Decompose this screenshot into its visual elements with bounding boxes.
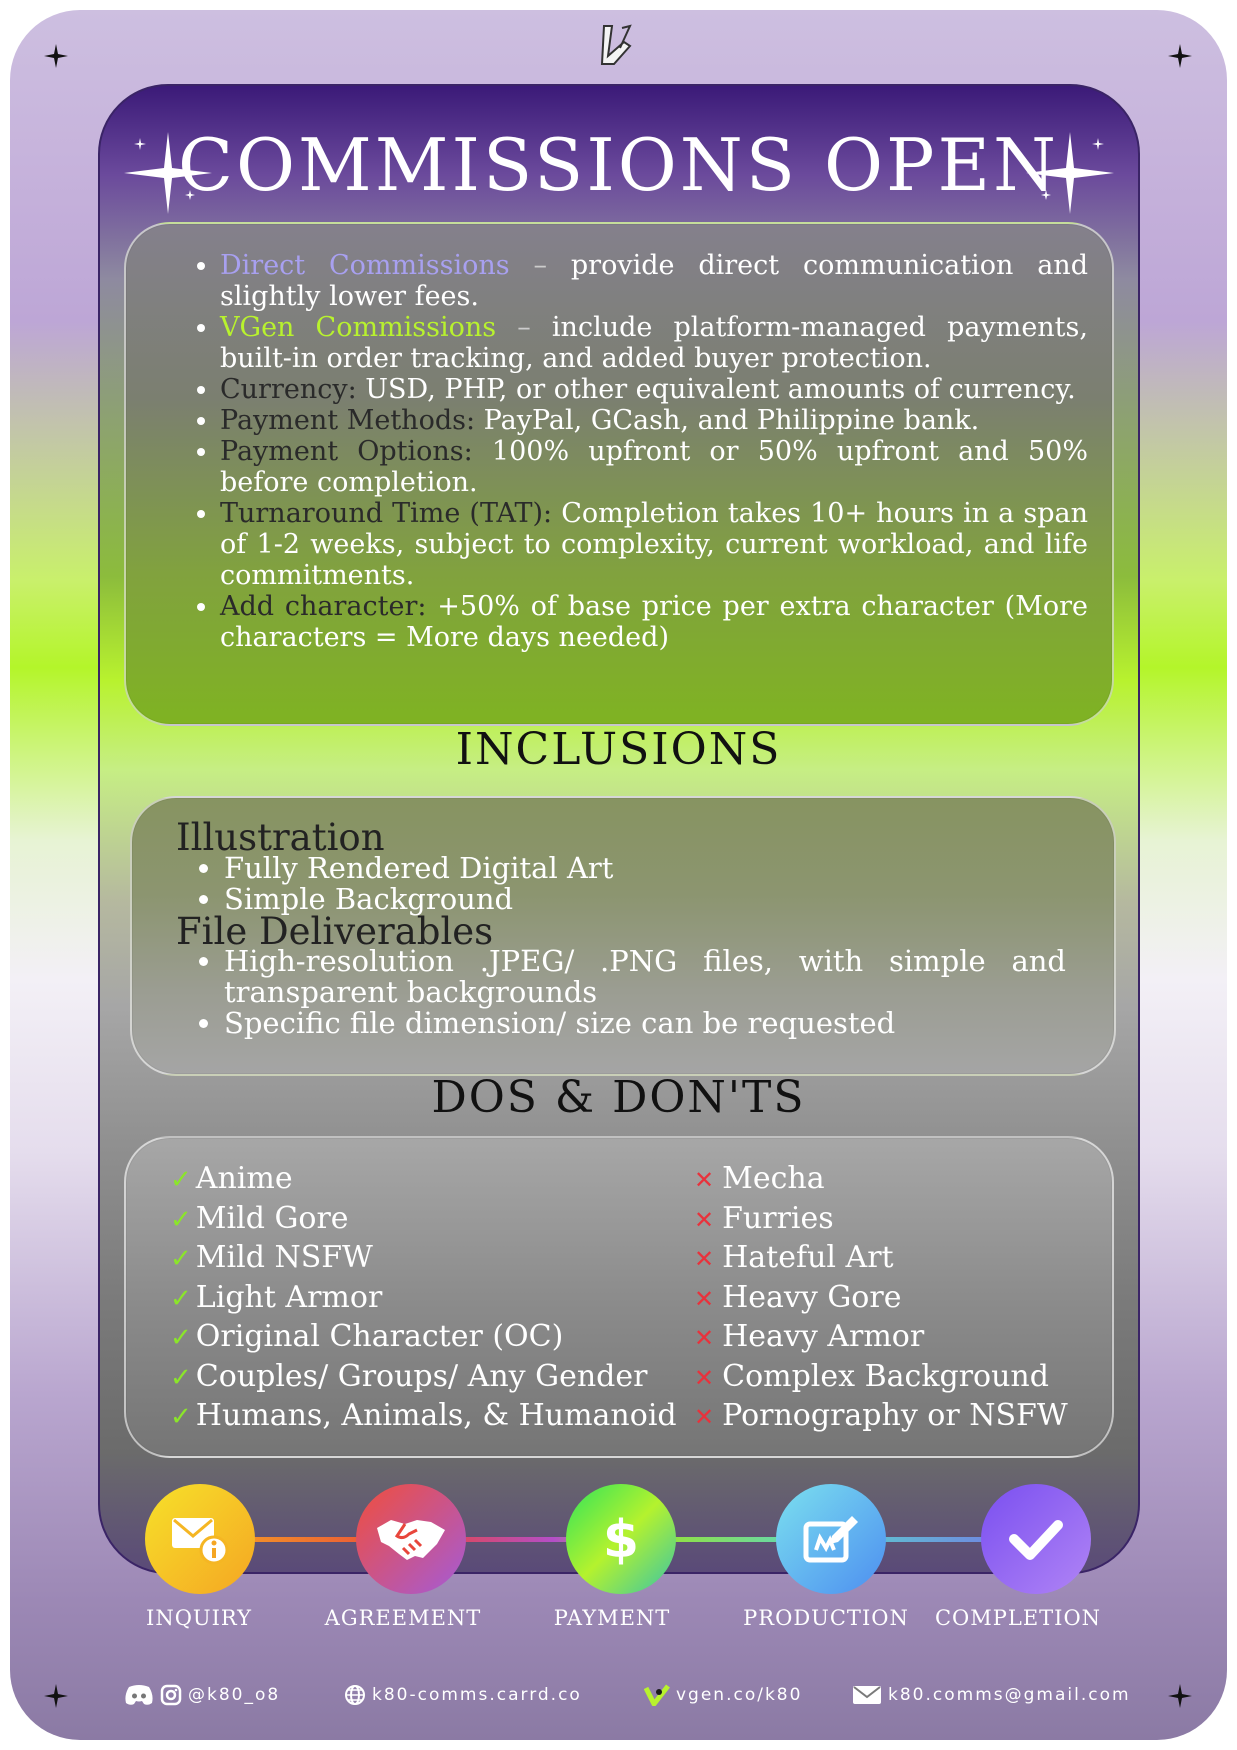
tat-label: Turnaround Time (TAT): xyxy=(220,498,553,529)
footer-vgen[interactable] xyxy=(644,1684,802,1706)
step-payment xyxy=(566,1484,676,1594)
list-item xyxy=(220,405,1088,436)
payment-options-text: 100% upfront or 50% upfront and 50% before completion. xyxy=(220,436,1088,498)
direct-label: Direct Commissions xyxy=(220,250,510,281)
list-item xyxy=(220,498,1088,591)
email-address: k80.comms@gmail.com xyxy=(888,1685,1131,1705)
step-production xyxy=(776,1484,886,1594)
svg-text:$: $ xyxy=(602,1511,640,1567)
do-item: ✓ Humans, Animals, & Humanoid xyxy=(170,1398,677,1433)
mail-info-icon xyxy=(170,1512,230,1566)
corner-star-icon xyxy=(1168,1684,1192,1708)
drawing-board-icon xyxy=(802,1512,860,1566)
vgen-label: VGen Commissions xyxy=(220,312,497,343)
page-title: COMMISSIONS OPEN xyxy=(177,123,1060,207)
list-item xyxy=(220,591,1088,653)
step-label-production: PRODUCTION xyxy=(743,1606,909,1630)
list-item: • High-resolution .JPEG/ .PNG files, with simple and transparent backgrounds xyxy=(224,946,1066,1008)
discord-icon xyxy=(124,1684,154,1706)
dont-item: ✕ Pornography or NSFW xyxy=(694,1398,1068,1433)
info-list xyxy=(196,250,1088,653)
do-item: ✓ Mild NSFW xyxy=(170,1240,373,1275)
vgen-text: include platform-managed payments, built-in order tracking, and added buyer protection. xyxy=(220,312,1088,374)
payment-methods-text: PayPal, GCash, and Philippine bank. xyxy=(483,405,980,436)
footer-social[interactable] xyxy=(124,1684,280,1706)
cross-icon: ✕ xyxy=(694,1245,715,1273)
dont-item: ✕ Complex Background xyxy=(694,1358,1049,1394)
list-item: • VGen Commissions – include platform-managed payments, built-in order tracking, and added buyer protection. xyxy=(220,312,1088,374)
corner-star-icon xyxy=(44,44,68,68)
footer-website[interactable] xyxy=(344,1684,582,1706)
globe-icon xyxy=(344,1684,366,1706)
step-completion xyxy=(981,1484,1091,1594)
add-character-label: Add character: xyxy=(220,591,427,622)
check-icon: ✓ xyxy=(170,1283,192,1314)
step-agreement xyxy=(356,1484,466,1594)
dont-item: ✕ Heavy Armor xyxy=(694,1319,925,1354)
dos-list xyxy=(170,1160,677,1437)
mail-icon xyxy=(852,1684,882,1706)
do-item: ✓ Anime xyxy=(170,1161,293,1196)
step-label-inquiry: INQUIRY xyxy=(146,1606,252,1630)
step-label-agreement: AGREEMENT xyxy=(324,1606,482,1630)
currency-label: Currency: xyxy=(220,374,357,405)
check-icon: ✓ xyxy=(170,1362,192,1393)
dont-item: ✕ Furries xyxy=(694,1200,834,1236)
vgen-link: vgen.co/k80 xyxy=(676,1685,803,1705)
cross-icon: ✕ xyxy=(694,1324,715,1352)
logo-icon xyxy=(596,22,638,68)
dont-item: ✕ Hateful Art xyxy=(694,1240,894,1275)
illustration-heading: Illustration xyxy=(176,816,385,859)
checkmark-icon xyxy=(1008,1517,1064,1561)
currency-text: USD, PHP, or other equivalent amounts of currency. xyxy=(365,374,1076,405)
check-icon: ✓ xyxy=(170,1165,192,1195)
payment-methods-label: Payment Methods: xyxy=(220,405,476,436)
footer-email[interactable] xyxy=(852,1684,1131,1706)
payment-options-label: Payment Options: xyxy=(220,436,473,467)
file-deliverables-heading: File Deliverables xyxy=(176,910,494,953)
dollar-icon xyxy=(601,1511,641,1567)
cross-icon: ✕ xyxy=(694,1205,715,1234)
corner-star-icon xyxy=(44,1684,68,1708)
check-icon: ✓ xyxy=(170,1402,192,1432)
inclusions-title: INCLUSIONS xyxy=(455,724,782,775)
cross-icon: ✕ xyxy=(694,1363,715,1392)
cross-icon: ✕ xyxy=(694,1284,715,1313)
do-item: ✓ Light Armor xyxy=(170,1279,383,1315)
do-item: ✓ Mild Gore xyxy=(170,1200,349,1236)
vgen-icon xyxy=(644,1684,670,1706)
social-handle: @k80_o8 xyxy=(188,1685,281,1705)
check-icon: ✓ xyxy=(170,1244,192,1274)
list-item: • Fully Rendered Digital Art xyxy=(224,853,1066,884)
add-character-text: +50% of base price per extra character (More characters = More days needed) xyxy=(220,591,1088,653)
tat-text: Completion takes 10+ hours in a span of 1-2 weeks, subject to complexity, current workload, and life commitments. xyxy=(220,498,1088,591)
check-icon: ✓ xyxy=(170,1204,192,1235)
list-item: • Direct Commissions – provide direct communication and slightly lower fees. xyxy=(220,250,1088,312)
corner-star-icon xyxy=(1168,44,1192,68)
illustration-list xyxy=(200,853,1066,915)
step-label-completion: COMPLETION xyxy=(934,1606,1102,1630)
check-icon: ✓ xyxy=(170,1323,192,1353)
cross-icon: ✕ xyxy=(694,1403,715,1431)
list-item xyxy=(220,374,1088,405)
step-label-payment: PAYMENT xyxy=(553,1606,671,1630)
dos-donts-title: DOS & DON'TS xyxy=(431,1072,806,1123)
do-item: ✓ Couples/ Groups/ Any Gender xyxy=(170,1358,648,1394)
list-item: • Simple Background xyxy=(224,884,1066,915)
step-inquiry xyxy=(145,1484,255,1594)
direct-text: provide direct communication and slightly lower fees. xyxy=(220,250,1088,312)
cross-icon: ✕ xyxy=(694,1166,715,1194)
file-deliverables-list xyxy=(200,946,1066,1039)
dont-item: ✕ Mecha xyxy=(694,1161,825,1196)
website-link: k80-comms.carrd.co xyxy=(372,1685,582,1705)
list-item: • Specific file dimension/ size can be requested xyxy=(224,1008,1066,1039)
handshake-icon xyxy=(375,1514,447,1564)
dont-item: ✕ Heavy Gore xyxy=(694,1279,902,1315)
instagram-icon xyxy=(160,1684,182,1706)
donts-list xyxy=(694,1160,1068,1437)
do-item: ✓ Original Character (OC) xyxy=(170,1319,564,1354)
list-item xyxy=(220,436,1088,498)
